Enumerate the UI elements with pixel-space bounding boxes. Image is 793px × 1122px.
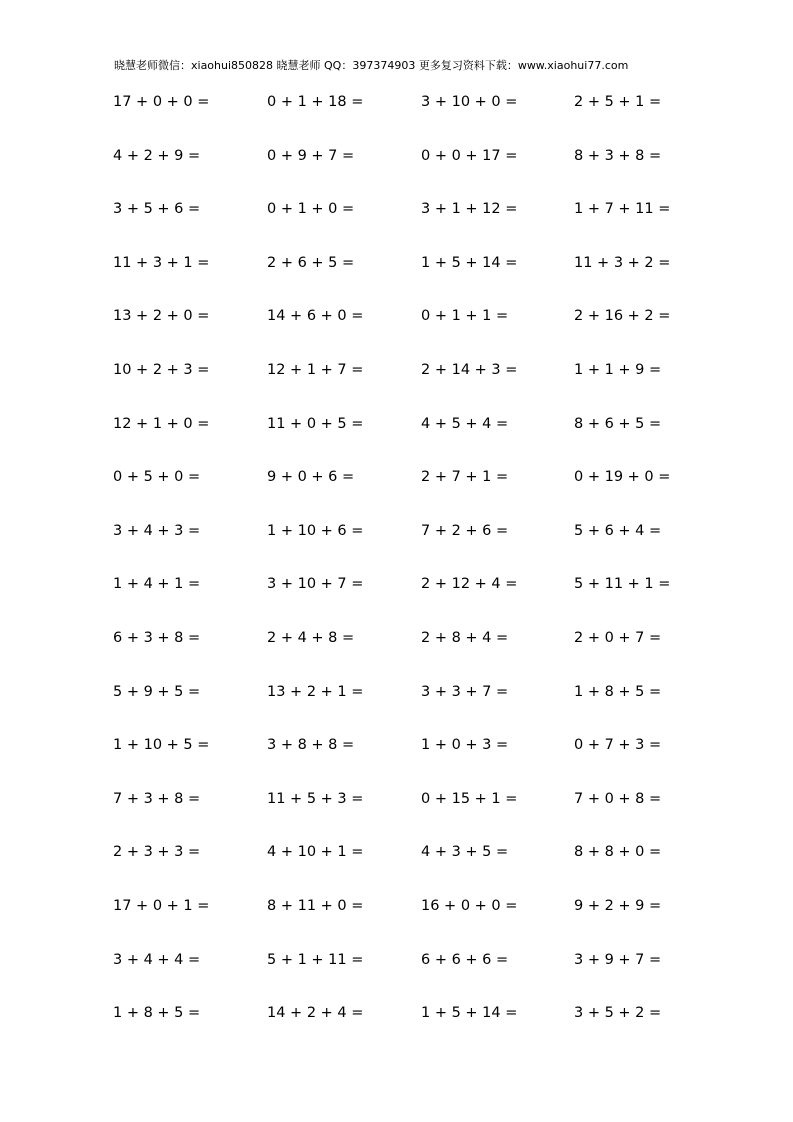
math-problem: 0 + 15 + 1 = — [421, 790, 518, 807]
math-problem: 4 + 10 + 1 = — [267, 844, 364, 861]
math-problem: 8 + 11 + 0 = — [267, 897, 364, 914]
math-problem: 17 + 0 + 1 = — [113, 897, 210, 914]
math-problem: 0 + 19 + 0 = — [574, 469, 671, 486]
math-problem: 1 + 5 + 14 = — [421, 1005, 518, 1022]
math-problem: 2 + 12 + 4 = — [421, 576, 518, 593]
math-problem: 1 + 4 + 1 = — [113, 576, 201, 593]
math-problem: 3 + 8 + 8 = — [267, 737, 355, 754]
math-problem: 10 + 2 + 3 = — [113, 361, 210, 378]
page-header: 晓慧老师微信：xiaohui850828 晓慧老师 QQ：397374903 更多复习资料下载：www.xiaohui77.com — [114, 59, 629, 72]
math-problem: 7 + 2 + 6 = — [421, 522, 509, 539]
math-problem: 9 + 2 + 9 = — [574, 897, 662, 914]
math-problem: 4 + 5 + 4 = — [421, 415, 509, 432]
math-problem: 1 + 8 + 5 = — [113, 1005, 201, 1022]
math-problem: 3 + 5 + 2 = — [574, 1005, 662, 1022]
math-problem: 2 + 8 + 4 = — [421, 629, 509, 646]
math-problem: 12 + 1 + 0 = — [113, 415, 210, 432]
math-problem: 6 + 3 + 8 = — [113, 629, 201, 646]
math-problem: 3 + 1 + 12 = — [421, 201, 518, 218]
math-problem: 17 + 0 + 0 = — [113, 94, 210, 110]
math-problem: 0 + 7 + 3 = — [574, 737, 662, 754]
math-problem: 1 + 0 + 3 = — [421, 737, 509, 754]
math-problem: 7 + 0 + 8 = — [574, 790, 662, 807]
math-problem: 3 + 5 + 6 = — [113, 201, 201, 218]
math-problem: 0 + 9 + 7 = — [267, 147, 355, 164]
math-problem: 0 + 5 + 0 = — [113, 469, 201, 486]
math-problem: 1 + 10 + 6 = — [267, 522, 364, 539]
math-problem: 1 + 8 + 5 = — [574, 683, 662, 700]
math-problem: 5 + 9 + 5 = — [113, 683, 201, 700]
math-problem: 3 + 10 + 7 = — [267, 576, 364, 593]
math-problem: 3 + 3 + 7 = — [421, 683, 509, 700]
math-problem: 12 + 1 + 7 = — [267, 361, 364, 378]
math-problem: 5 + 11 + 1 = — [574, 576, 671, 593]
math-problem: 9 + 0 + 6 = — [267, 469, 355, 486]
math-problem: 3 + 4 + 4 = — [113, 951, 201, 968]
math-problem: 8 + 6 + 5 = — [574, 415, 662, 432]
math-problem: 11 + 3 + 2 = — [574, 254, 671, 271]
math-problem: 0 + 1 + 18 = — [267, 94, 364, 110]
math-problem: 2 + 6 + 5 = — [267, 254, 355, 271]
math-problem: 14 + 6 + 0 = — [267, 308, 364, 325]
math-problem: 3 + 9 + 7 = — [574, 951, 662, 968]
math-problem: 6 + 6 + 6 = — [421, 951, 509, 968]
math-problem: 2 + 3 + 3 = — [113, 844, 201, 861]
math-problem: 11 + 3 + 1 = — [113, 254, 210, 271]
math-problem: 1 + 7 + 11 = — [574, 201, 671, 218]
math-problem: 1 + 10 + 5 = — [113, 737, 210, 754]
math-problem: 13 + 2 + 1 = — [267, 683, 364, 700]
math-problem: 2 + 0 + 7 = — [574, 629, 662, 646]
math-problem: 2 + 14 + 3 = — [421, 361, 518, 378]
math-problem: 4 + 2 + 9 = — [113, 147, 201, 164]
math-problem: 1 + 5 + 14 = — [421, 254, 518, 271]
math-problem: 4 + 3 + 5 = — [421, 844, 509, 861]
math-problem: 7 + 3 + 8 = — [113, 790, 201, 807]
math-problem: 13 + 2 + 0 = — [113, 308, 210, 325]
math-problem: 16 + 0 + 0 = — [421, 897, 518, 914]
math-problem: 2 + 4 + 8 = — [267, 629, 355, 646]
math-problem: 0 + 1 + 1 = — [421, 308, 509, 325]
math-problem: 3 + 4 + 3 = — [113, 522, 201, 539]
math-problem: 0 + 1 + 0 = — [267, 201, 355, 218]
math-problem: 2 + 7 + 1 = — [421, 469, 509, 486]
math-problem: 8 + 3 + 8 = — [574, 147, 662, 164]
math-problem: 1 + 1 + 9 = — [574, 361, 662, 378]
math-problem: 14 + 2 + 4 = — [267, 1005, 364, 1022]
math-problem: 5 + 1 + 11 = — [267, 951, 364, 968]
math-problem: 11 + 5 + 3 = — [267, 790, 364, 807]
math-problem: 11 + 0 + 5 = — [267, 415, 364, 432]
math-problem: 3 + 10 + 0 = — [421, 94, 518, 110]
math-problem: 2 + 5 + 1 = — [574, 94, 662, 110]
math-problem: 0 + 0 + 17 = — [421, 147, 518, 164]
math-problem: 2 + 16 + 2 = — [574, 308, 671, 325]
math-problem: 8 + 8 + 0 = — [574, 844, 662, 861]
math-problem: 5 + 6 + 4 = — [574, 522, 662, 539]
